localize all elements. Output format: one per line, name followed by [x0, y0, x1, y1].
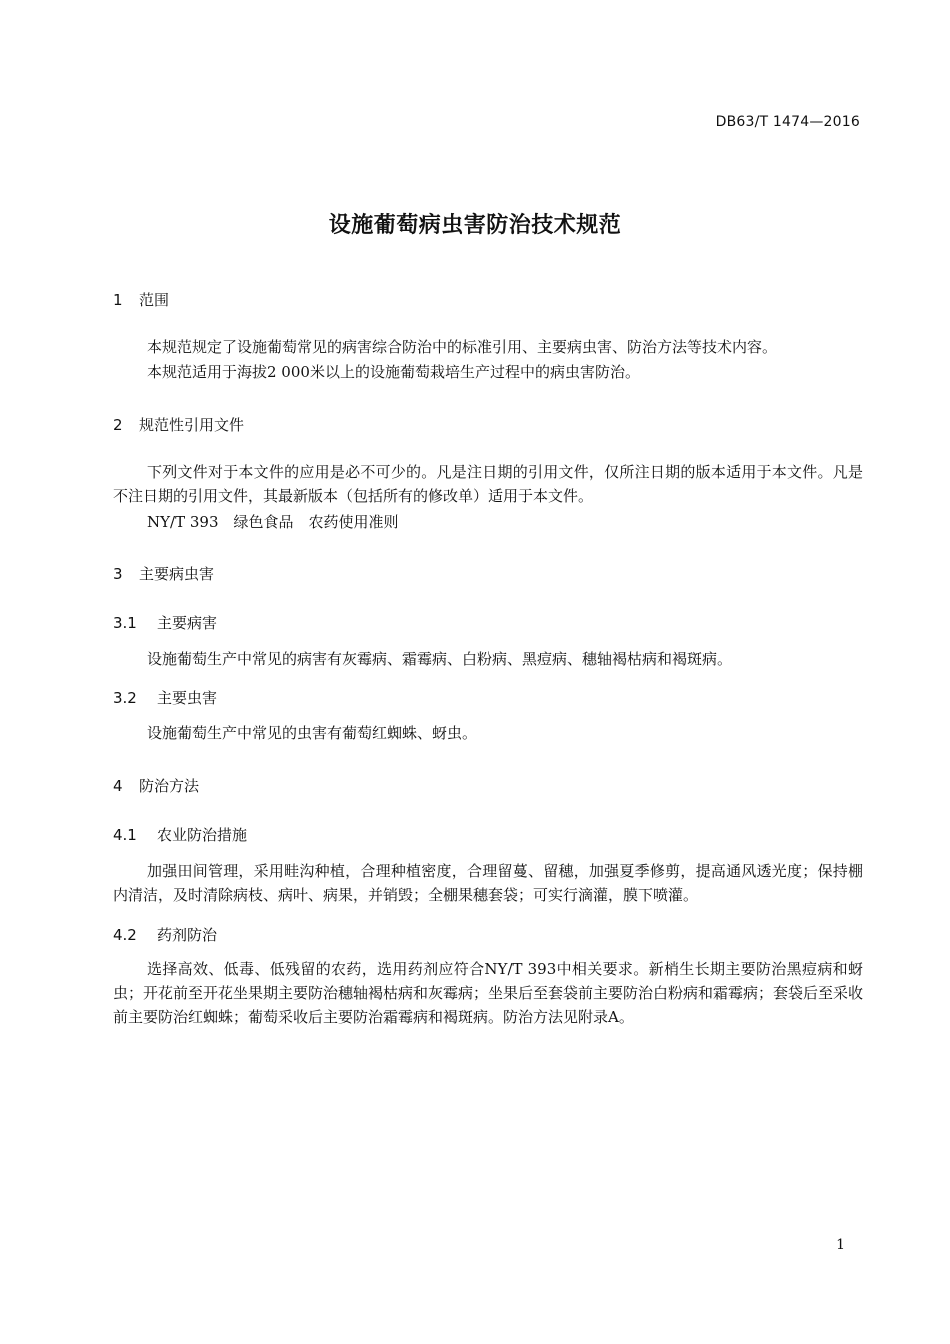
section-3-2-number: 3.2 [113, 689, 137, 707]
section-4-2-number: 4.2 [113, 926, 137, 944]
section-4-2-paragraph: 选择高效、低毒、低残留的农药，选用药剂应符合NY/T 393中相关要求。新梢生长期主要防治黑痘病和蚜虫；开花前至开花坐果期主要防治穗轴褐枯病和灰霉病；坐果后至套袋前主要防治白粉病和霜霉病；套袋后至采收前主要防治红蜘蛛；葡萄采收后主要防治霜霉病和褐斑病。防治方法见附录A。 [113, 960, 864, 1026]
section-3-heading [113, 563, 214, 584]
section-3-1-number: 3.1 [113, 614, 137, 632]
section-2-paragraph-1: 下列文件对于本文件的应用是必不可少的。凡是注日期的引用文件，仅所注日期的版本适用于本文件。凡是不注日期的引用文件，其最新版本（包括所有的修改单）适用于本文件。 [113, 463, 863, 505]
section-1-paragraph-2: 本规范适用于海拔2 000米以上的设施葡萄栽培生产过程中的病虫害防治。 [147, 363, 640, 381]
section-3-2-paragraph: 设施葡萄生产中常见的虫害有葡萄红蜘蛛、蚜虫。 [147, 724, 478, 742]
section-3-2-title: 主要虫害 [157, 689, 218, 707]
section-3-title: 主要病虫害 [139, 565, 215, 583]
section-4-heading [113, 775, 199, 796]
section-3-1-title: 主要病害 [157, 614, 218, 632]
section-4-1-number: 4.1 [113, 826, 137, 844]
section-4-2-title: 药剂防治 [157, 926, 218, 944]
section-2-reference: NY/T 393 绿色食品 农药使用准则 [147, 513, 399, 531]
section-1-title: 范围 [139, 291, 170, 309]
section-2-title: 规范性引用文件 [139, 416, 245, 434]
section-2-number: 2 [113, 416, 123, 434]
section-3-1-heading [113, 612, 217, 633]
section-3-number: 3 [113, 565, 123, 583]
standard-code: DB63/T 1474—2016 [715, 114, 860, 130]
page-number: 1 [836, 1237, 845, 1253]
section-4-1-heading [113, 824, 247, 845]
section-4-number: 4 [113, 777, 123, 795]
section-4-1-paragraph: 加强田间管理，采用畦沟种植，合理种植密度，合理留蔓、留穗，加强夏季修剪，提高通风透光度；保持棚内清洁，及时清除病枝、病叶、病果，并销毁；全棚果穗套袋；可实行滴灌，膜下喷灌。 [113, 862, 863, 904]
section-1-number: 1 [113, 291, 123, 309]
section-3-1-paragraph: 设施葡萄生产中常见的病害有灰霉病、霜霉病、白粉病、黑痘病、穗轴褐枯病和褐斑病。 [147, 650, 733, 668]
section-4-1-title: 农业防治措施 [157, 826, 248, 844]
section-4-title: 防治方法 [139, 777, 200, 795]
section-2-heading [113, 414, 244, 435]
section-4-2-heading [113, 924, 217, 945]
section-3-2-heading [113, 687, 217, 708]
section-1-heading [113, 289, 169, 310]
document-title: 设施葡萄病虫害防治技术规范 [328, 213, 622, 238]
section-1-paragraph-1: 本规范规定了设施葡萄常见的病害综合防治中的标准引用、主要病虫害、防治方法等技术内容。 [147, 338, 778, 356]
